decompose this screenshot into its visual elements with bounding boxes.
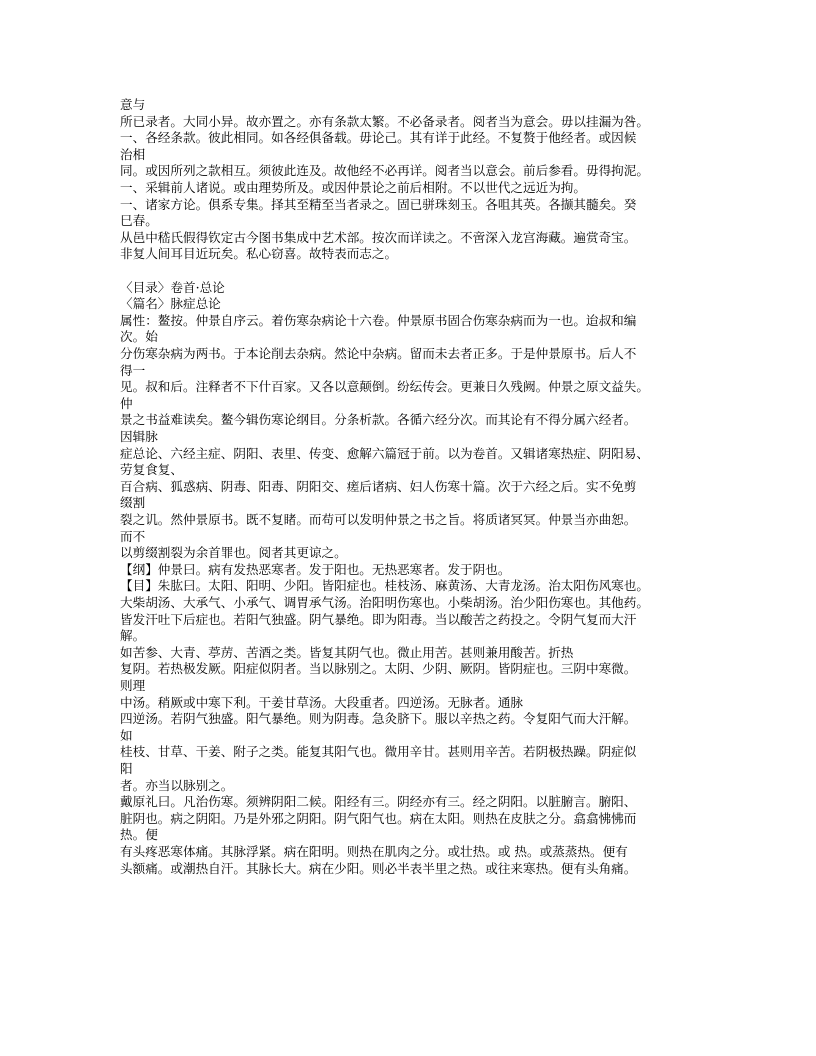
text-line: 因辑脉 [120, 429, 158, 444]
text-line: 分伤寒杂病为两书。于本论削去杂病。然论中杂病。留而未去者正多。于是仲景原书。后人不 [120, 346, 637, 361]
text-line: 所已录者。大同小异。故亦置之。亦有条款太繁。不必备录者。阅者当为意会。毋以挂漏为咎。 [120, 113, 649, 129]
text-line: 次。始 [120, 329, 158, 345]
text-line: 者。亦当以脉别之。 [120, 777, 234, 793]
text-line: 意与 [120, 97, 146, 112]
text-line: 阳 [120, 761, 133, 776]
text-line: 同。或因所列之款相互。须彼此连及。故他经不必再详。阅者当以意会。前后参看。毋得拘泥。 [120, 163, 649, 179]
text-line: 热。便 [120, 827, 158, 843]
text-line: 中汤。稍厥或中寒下利。干姜甘草汤。大段重者。四逆汤。无脉者。通脉 [120, 694, 523, 710]
text-line: 见。叔和后。注释者不下什百家。又各以意颠倒。纷纭传会。更兼日久残阙。仲景之原文益失。 [120, 379, 649, 395]
text-line: 仲 [120, 395, 133, 411]
text-line: 则理 [120, 678, 146, 693]
text-line: 头额痛。或潮热自汗。其脉长大。病在少阳。则必半表半里之热。或往来寒热。便有头角痛。 [120, 860, 637, 876]
text-line: 而不 [120, 528, 146, 544]
text-line: 劳复食复、 [120, 462, 183, 478]
text-line: 皆发汗吐下后症也。若阳气独盛。阴气暴绝。即为阳毒。当以酸苦之药投之。令阴气复而大汗 [120, 611, 637, 627]
text-line: 缀割 [120, 495, 146, 511]
text-line: 有头疼恶寒体痛。其脉浮紧。病在阳明。则热在肌肉之分。或壮热。或 热。或蒸蒸热。便有 [120, 844, 628, 859]
text-line: 一、各经条款。彼此相同。如各经俱备载。毋论己。其有详于此经。不复赘于他经者。或因候 [120, 130, 637, 146]
text-line: 巳春。 [120, 213, 158, 229]
text-line: 大柴胡汤、大承气、小承气、调胃承气汤。治阳明伤寒也。小柴胡汤。治少阳伤寒也。其他药。 [120, 595, 649, 610]
text-line: 非复人间耳目近玩矣。私心窃喜。故特表而志之。 [120, 246, 398, 262]
text-line: 四逆汤。若阴气独盛。阳气暴绝。则为阴毒。急灸脐下。服以辛热之药。令复阳气而大汗解。 [120, 711, 637, 727]
text-line: 一、诸家方论。俱系专集。择其至精至当者录之。固已骈珠刻玉。各咀其英。各撷其髓矣。癸 [120, 196, 637, 212]
text-line: 〈目录〉卷首·总论 [120, 279, 225, 295]
text-line: 以剪缀割裂为余首罪也。阅者其更谅之。 [120, 545, 347, 561]
text-line: 复阴。若热极发厥。阳症似阴者。当以脉别之。太阴、少阴、厥阴。皆阴症也。三阴中寒微。 [120, 661, 637, 677]
text-line: 桂枝、甘草、干姜、附子之类。能复其阳气也。微用辛甘。甚则用辛苦。若阴极热躁。阴症似 [120, 744, 637, 760]
text-line: 一、采辑前人诸说。或由理势所及。或因仲景论之前后相附。不以世代之远近为拘。 [120, 180, 586, 195]
text-line: 脏阴也。病之阴阳。乃是外邪之阴阳。阴气阳气也。病在太阳。则热在皮肤之分。翕翕怫怫而 [120, 810, 637, 826]
text-line: 治相 [120, 146, 146, 162]
text-line: 症总论、六经主症、阴阳、表里、传变、愈解六篇冠于前。以为卷首。又辑诸寒热症、阴阳易、 [120, 445, 649, 461]
text-line: 景之书益难读矣。鳌今辑伤寒论纲目。分条析款。各循六经分次。而其论有不得分属六经者。 [120, 412, 637, 428]
text-line: 属性：鳌按。仲景自序云。着伤寒杂病论十六卷。仲景原书固合伤寒杂病而为一也。迨叔和编 [120, 312, 637, 328]
text-line: 戴原礼曰。凡治伤寒。须辨阴阳二候。阳经有三。阴经亦有三。经之阴阳。以脏腑言。腑阳、 [120, 794, 637, 810]
text-line: 〈篇名〉脉症总论 [120, 296, 221, 312]
text-line: 【纲】仲景曰。病有发热恶寒者。发于阳也。无热恶寒者。发于阴也。 [120, 561, 511, 577]
text-line: 如苦参、大青、葶苈、苦酒之类。皆复其阴气也。微止用苦。甚则兼用酸苦。折热 [120, 644, 574, 660]
text-line: 解。 [120, 628, 146, 644]
text-line: 裂之讥。然仲景原书。既不复睹。而苟可以发明仲景之书之旨。将质诸冥冥。仲景当亦曲恕。 [120, 512, 637, 527]
text-line: 如 [120, 727, 133, 743]
text-line: 【目】朱肱曰。太阳、阳明、少阳。皆阳症也。桂枝汤、麻黄汤、大青龙汤。治太阳伤风寒也。 [120, 578, 649, 594]
text-line: 得一 [120, 362, 146, 378]
text-line: 从邑中嵇氏假得钦定古今图书集成中艺术部。按次而详读之。不啻深入龙宫海藏。遍赏奇宝。 [120, 229, 637, 245]
text-line: 百合病、狐惑病、阴毒、阳毒、阴阳交、瘥后诸病、妇人伤寒十篇。次于六经之后。实不免剪 [120, 478, 637, 494]
